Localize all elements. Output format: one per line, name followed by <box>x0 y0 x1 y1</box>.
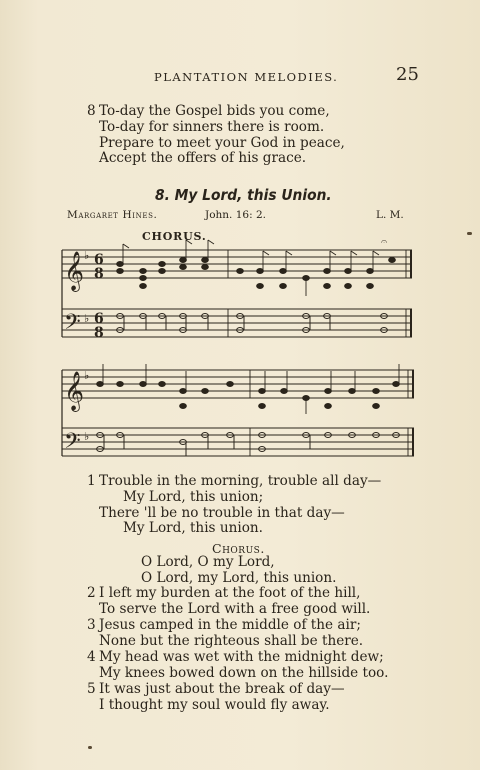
verse-5 <box>87 682 345 714</box>
system-1-staves <box>62 250 412 337</box>
svg-text:♭: ♭ <box>84 249 90 262</box>
system-2-staves <box>62 370 414 456</box>
svg-text:♭: ♭ <box>84 312 90 325</box>
clefs-and-signatures <box>64 235 387 459</box>
verse-number: 3 <box>87 617 96 633</box>
verse-line: To-day for sinners there is room. <box>99 118 325 135</box>
hymn-title: 8. My Lord, this Union. <box>155 186 332 204</box>
hymn-scripture: John. 16: 2. <box>205 209 266 221</box>
bass-notes-system-2 <box>97 433 400 457</box>
hymn-meter: L. M. <box>376 209 404 221</box>
hymn-author: Margaret Hines. <box>67 209 158 221</box>
chorus-heading: Chorus. <box>212 541 265 556</box>
svg-text:𝄢: 𝄢 <box>64 310 81 340</box>
running-title: PLANTATION MELODIES. <box>154 70 339 84</box>
chorus-text <box>141 555 336 587</box>
verse-line: Jesus camped in the middle of the air; <box>99 617 361 633</box>
verse-line: I left my burden at the foot of the hill, <box>99 585 361 601</box>
verse-1 <box>87 474 381 537</box>
svg-text:8: 8 <box>94 266 104 282</box>
ink-speck <box>467 232 472 235</box>
verse-line: None but the righteous shall be there. <box>99 632 364 649</box>
svg-text:♭: ♭ <box>84 430 90 443</box>
verse-line: Prepare to meet your God in peace, <box>99 134 345 151</box>
notes-system-1 <box>117 240 396 296</box>
svg-text:𝄞: 𝄞 <box>64 371 85 411</box>
svg-text:6: 6 <box>94 311 104 327</box>
verse-number: 5 <box>87 681 96 697</box>
verse-number: 1 <box>87 473 96 489</box>
verse-line: My knees bowed down on the hillside too. <box>99 664 389 681</box>
chorus-mark: CHORUS. <box>142 230 207 243</box>
verse-line: Accept the offers of his grace. <box>99 150 307 167</box>
svg-text:𝄐: 𝄐 <box>381 235 388 248</box>
svg-text:6: 6 <box>94 252 104 268</box>
verse-line: My Lord, this union. <box>123 520 263 537</box>
verse-line: My head was wet with the midnight dew; <box>99 649 384 665</box>
svg-text:8: 8 <box>94 325 104 341</box>
verse-line: I thought my soul would fly away. <box>99 696 330 713</box>
chorus-line: O Lord, my Lord, this union. <box>141 569 337 586</box>
verse-line: It was just about the break of day— <box>99 681 345 697</box>
verse-line: To-day the Gospel bids you come, <box>99 103 330 119</box>
svg-text:𝄞: 𝄞 <box>64 251 85 291</box>
page-number: 25 <box>396 64 419 85</box>
verse-2 <box>87 586 370 618</box>
verse-line: To serve the Lord with a free good will. <box>99 600 371 617</box>
chorus-line: O Lord, O my Lord, <box>141 554 275 570</box>
verse-number: 4 <box>87 649 96 665</box>
verse-line: There 'll be no trouble in that day— <box>99 504 345 521</box>
verse-line: My Lord, this union; <box>123 488 264 505</box>
verse-line: Trouble in the morning, trouble all day— <box>99 473 382 489</box>
svg-text:♭: ♭ <box>84 369 90 382</box>
verse-3 <box>87 618 363 650</box>
notes-system-2 <box>97 364 400 414</box>
verse-number: 8 <box>87 103 96 119</box>
ink-speck <box>88 746 92 749</box>
verse-4 <box>87 650 388 682</box>
verse-number: 2 <box>87 585 96 601</box>
svg-text:𝄢: 𝄢 <box>64 429 81 459</box>
